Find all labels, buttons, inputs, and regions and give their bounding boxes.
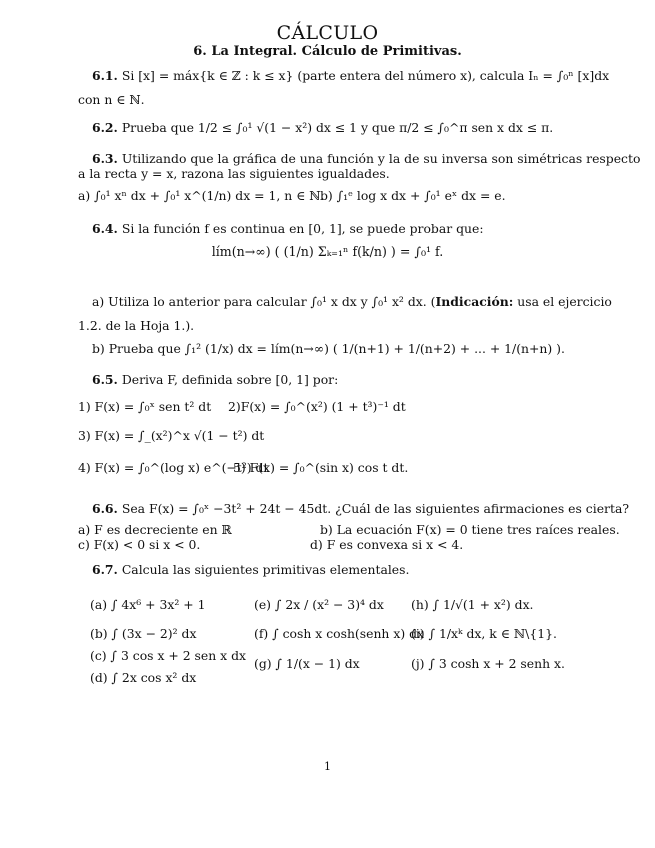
exercise-6-4	[92, 221, 484, 236]
item-1: 1) F(x) = ∫₀ˣ sen t² dt	[78, 399, 212, 414]
exercise-label: 6.3.	[92, 151, 118, 166]
item-2: 2)F(x) = ∫₀^(x²) (1 + t³)⁻¹ dt	[228, 399, 406, 414]
exercise-text: Calcula las siguientes primitivas elementales.	[121, 562, 410, 577]
item-j: (j) ∫ 3 cosh x + 2 senh x.	[411, 656, 565, 671]
item-b: (b) ∫ (3x − 2)² dx	[90, 626, 197, 641]
item-b: b) ∫₁ᵉ log x dx + ∫₀¹ eˣ dx = e.	[320, 188, 506, 203]
exercise-6-5-row1	[78, 399, 406, 414]
exercise-6-4-a-cont: 1.2. de la Hoja 1.).	[78, 318, 195, 333]
exercise-text: Si la función f es continua en [0, 1], se puede probar que:	[121, 221, 484, 236]
option-d: d) F es convexa si x < 4.	[310, 537, 464, 552]
display-formula: lím(n→∞) ( (1/n) Σₖ₌₁ⁿ f(k/n) ) = ∫₀¹ f.	[211, 244, 444, 259]
page-title: CÁLCULO	[276, 22, 379, 44]
item-5: 5) F(x) = ∫₀^(sin x) cos t dt.	[233, 460, 409, 475]
exercise-6-6-row2	[78, 537, 464, 552]
option-b: b) La ecuación F(x) = 0 tiene tres raíces reales.	[320, 522, 620, 537]
exercise-6-3-items	[78, 188, 506, 203]
exercise-text: Sea F(x) = ∫₀ˣ −3t² + 24t − 45dt. ¿Cuál de las siguientes afirmaciones es cierta?	[121, 501, 629, 516]
exercise-6-6-row1	[78, 522, 620, 537]
exercise-6-7	[92, 562, 409, 577]
option-c: c) F(x) < 0 si x < 0.	[78, 537, 201, 552]
exercise-text: Prueba que 1/2 ≤ ∫₀¹ √(1 − x²) dx ≤ 1 y que π/2 ≤ ∫₀^π sen x dx ≤ π.	[121, 120, 554, 135]
exercise-6-5-item3: 3) F(x) = ∫_(x²)^x √(1 − t²) dt	[78, 428, 265, 443]
exercise-label: 6.2.	[92, 120, 118, 135]
exercise-6-1	[92, 68, 609, 83]
exercise-label: 6.1.	[92, 68, 118, 83]
item-g: (g) ∫ 1/(x − 1) dx	[254, 656, 360, 671]
exercise-text: Deriva F, definida sobre [0, 1] por:	[121, 372, 339, 387]
exercise-6-5-row3	[78, 460, 409, 475]
item-h: (h) ∫ 1/√(1 + x²) dx.	[411, 597, 534, 612]
exercise-label: 6.7.	[92, 562, 118, 577]
item-a-text: a) Utiliza lo anterior para calcular ∫₀¹ x dx y ∫₀¹ x² dx. (	[92, 294, 436, 309]
item-e: (e) ∫ 2x / (x² − 3)⁴ dx	[254, 597, 384, 612]
item-a: a) ∫₀¹ xⁿ dx + ∫₀¹ x^(1/n) dx = 1, n ∈ ℕ.	[78, 188, 325, 203]
primitives-item-d: (d) ∫ 2x cos x² dx	[90, 670, 197, 685]
primitives-row-2	[90, 626, 557, 641]
exercise-6-6	[92, 501, 629, 516]
page-number: 1	[324, 760, 331, 773]
exercise-6-3	[92, 151, 640, 166]
item-4: 4) F(x) = ∫₀^(log x) e^(−t²) dt	[78, 460, 269, 475]
exercise-6-4-b: b) Prueba que ∫₁² (1/x) dx = lím(n→∞) ( 1/(n+1) + 1/(n+2) + ... + 1/(n+n) ).	[92, 341, 565, 356]
exercise-text: Si [x] = máx{k ∈ ℤ : k ≤ x} (parte entera del número x), calcula Iₙ = ∫₀ⁿ [x]dx	[121, 68, 610, 83]
exercise-label: 6.5.	[92, 372, 118, 387]
exercise-label: 6.6.	[92, 501, 118, 516]
exercise-6-2	[92, 120, 553, 135]
hint-label: Indicación:	[435, 294, 514, 309]
item-i: (i) ∫ 1/xᵏ dx, k ∈ ℕ\{1}.	[411, 626, 557, 641]
section-title: 6. La Integral. Cálculo de Primitivas.	[193, 44, 462, 59]
exercise-6-1-cont: con n ∈ ℕ.	[78, 92, 145, 107]
exercise-6-5	[92, 372, 338, 387]
item-a: (a) ∫ 4x⁶ + 3x² + 1	[90, 597, 206, 612]
primitives-item-c: (c) ∫ 3 cos x + 2 sen x dx	[90, 648, 246, 663]
exercise-text: Utilizando que la gráfica de una función y la de su inversa son simétricas respecto	[121, 151, 641, 166]
option-a: a) F es decreciente en ℝ	[78, 522, 232, 537]
exercise-6-4-a	[92, 294, 612, 309]
primitives-row-1	[90, 597, 534, 612]
exercise-label: 6.4.	[92, 221, 118, 236]
exercise-6-3-cont: a la recta y = x, razona las siguientes igualdades.	[78, 166, 390, 181]
item-f: (f) ∫ cosh x cosh(senh x) dx	[254, 626, 425, 641]
item-a-text-end: usa el ejercicio	[513, 294, 612, 309]
